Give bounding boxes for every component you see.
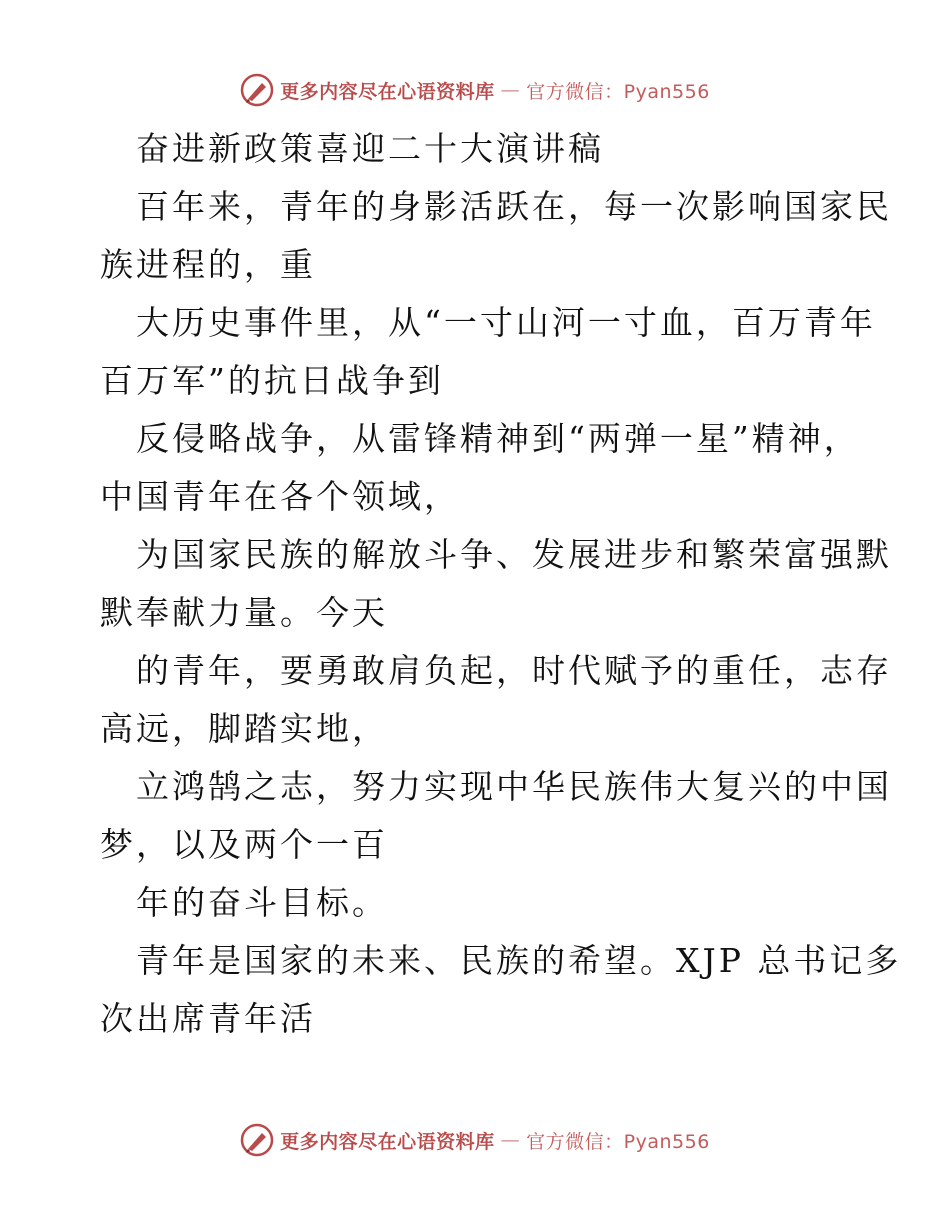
text-line: 青年是国家的未来、民族的希望。XJP 总书记多 [136,941,902,980]
banner-main-text: 更多内容尽在心语资料库 [280,80,495,103]
text-line: 梦，以及两个一百 [100,825,388,864]
footer-watermark-banner [0,1120,950,1160]
document-body [100,120,902,1048]
banner-dash: — [500,79,521,101]
banner-wechat-text: 官方微信：Pyan556 [526,1130,710,1153]
header-watermark-banner [0,70,950,110]
text-line: 年的奋斗目标。 [136,883,388,922]
text-line: 大历史事件里，从“一寸山河一寸血，百万青年 [136,303,876,342]
text-line: 为国家民族的解放斗争、发展进步和繁荣富强默 [136,535,892,574]
pen-logo-icon [240,1123,274,1157]
banner-main-text: 更多内容尽在心语资料库 [280,1130,495,1153]
text-line: 奋进新政策喜迎二十大演讲稿 [136,129,604,168]
text-line: 立鸿鹄之志，努力实现中华民族伟大复兴的中国 [136,767,892,806]
text-line: 的青年，要勇敢肩负起，时代赋予的重任，志存 [136,651,892,690]
pen-logo-icon [240,73,274,107]
text-line: 默奉献力量。今天 [100,593,388,632]
text-line: 百万军”的抗日战争到 [100,361,444,400]
banner-wechat-text: 官方微信：Pyan556 [526,80,710,103]
text-line: 次出席青年活 [100,999,316,1038]
banner-dash: — [500,1129,521,1151]
text-line: 族进程的，重 [100,245,316,284]
text-line: 百年来，青年的身影活跃在，每一次影响国家民 [136,187,892,226]
text-line: 中国青年在各个领域， [100,477,460,516]
text-line: 反侵略战争，从雷锋精神到“两弹一星”精神， [136,419,860,458]
text-line: 高远，脚踏实地， [100,709,388,748]
